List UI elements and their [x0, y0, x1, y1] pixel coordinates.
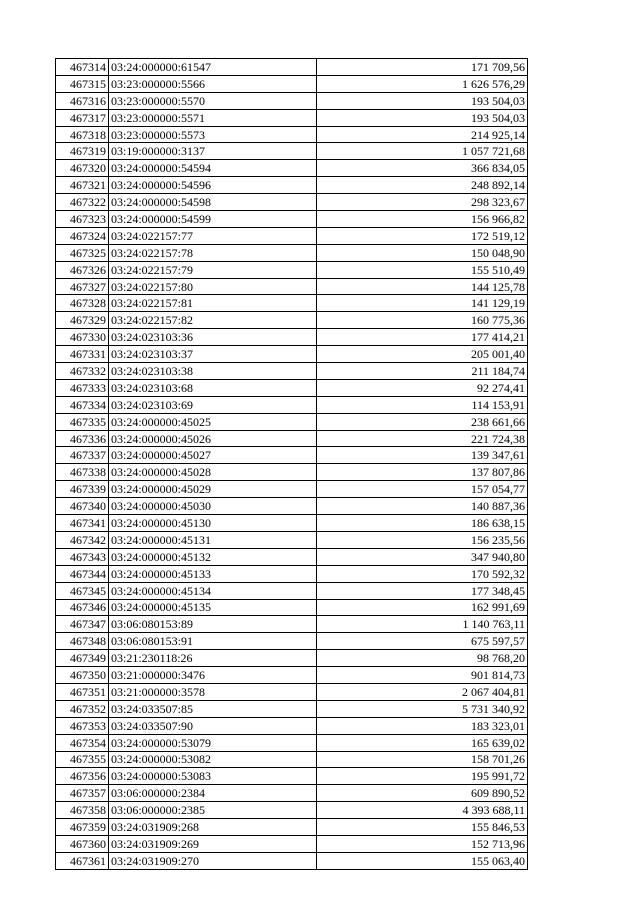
- table-row: [56, 768, 528, 785]
- table-row: [56, 565, 528, 582]
- table-row: [56, 329, 528, 346]
- table-row: [56, 852, 528, 869]
- row-id-cell: 467336: [56, 430, 109, 447]
- cadastral-number-cell: 03:24:000000:45134: [109, 582, 317, 599]
- table-row: [56, 802, 528, 819]
- cadastral-number-cell: 03:24:000000:54599: [109, 211, 317, 228]
- table-row: [56, 346, 528, 363]
- row-id-cell: 467343: [56, 548, 109, 565]
- cadastral-number-cell: 03:24:000000:45133: [109, 565, 317, 582]
- cadastral-value-cell: 1 626 576,29: [317, 75, 528, 92]
- row-id-cell: 467349: [56, 650, 109, 667]
- table-row: [56, 59, 528, 76]
- table-row: [56, 464, 528, 481]
- cadastral-value-cell: 152 713,96: [317, 835, 528, 852]
- table-row: [56, 683, 528, 700]
- table-row: [56, 312, 528, 329]
- cadastral-value-cell: 157 054,77: [317, 481, 528, 498]
- cadastral-number-cell: 03:24:022157:80: [109, 278, 317, 295]
- cadastral-value-cell: 1 057 721,68: [317, 143, 528, 160]
- table-row: [56, 447, 528, 464]
- cadastral-value-cell: 165 639,02: [317, 734, 528, 751]
- cadastral-value-cell: 609 890,52: [317, 785, 528, 802]
- row-id-cell: 467338: [56, 464, 109, 481]
- cadastral-value-cell: 366 834,05: [317, 160, 528, 177]
- cadastral-number-cell: 03:24:023103:69: [109, 396, 317, 413]
- cadastral-number-cell: 03:24:023103:38: [109, 363, 317, 380]
- row-id-cell: 467354: [56, 734, 109, 751]
- cadastral-number-cell: 03:24:000000:45135: [109, 599, 317, 616]
- cadastral-number-cell: 03:24:000000:53083: [109, 768, 317, 785]
- cadastral-value-cell: 156 966,82: [317, 211, 528, 228]
- cadastral-number-cell: 03:21:230118:26: [109, 650, 317, 667]
- cadastral-value-cell: 170 592,32: [317, 565, 528, 582]
- row-id-cell: 467346: [56, 599, 109, 616]
- cadastral-number-cell: 03:06:000000:2384: [109, 785, 317, 802]
- row-id-cell: 467348: [56, 633, 109, 650]
- row-id-cell: 467329: [56, 312, 109, 329]
- cadastral-value-cell: 171 709,56: [317, 59, 528, 76]
- table-row: [56, 531, 528, 548]
- row-id-cell: 467322: [56, 194, 109, 211]
- table-row: [56, 819, 528, 836]
- row-id-cell: 467361: [56, 852, 109, 869]
- cadastral-number-cell: 03:24:000000:45026: [109, 430, 317, 447]
- cadastral-value-cell: 172 519,12: [317, 227, 528, 244]
- row-id-cell: 467342: [56, 531, 109, 548]
- row-id-cell: 467332: [56, 363, 109, 380]
- table-row: [56, 835, 528, 852]
- cadastral-value-cell: 298 323,67: [317, 194, 528, 211]
- row-id-cell: 467352: [56, 700, 109, 717]
- cadastral-value-cell: 2 067 404,81: [317, 683, 528, 700]
- cadastral-number-cell: 03:24:000000:53079: [109, 734, 317, 751]
- cadastral-number-cell: 03:24:033507:85: [109, 700, 317, 717]
- table-row: [56, 143, 528, 160]
- row-id-cell: 467334: [56, 396, 109, 413]
- cadastral-number-cell: 03:24:031909:270: [109, 852, 317, 869]
- cadastral-number-cell: 03:23:000000:5566: [109, 75, 317, 92]
- cadastral-number-cell: 03:24:022157:82: [109, 312, 317, 329]
- cadastral-value-cell: 1 140 763,11: [317, 616, 528, 633]
- cadastral-number-cell: 03:24:000000:45027: [109, 447, 317, 464]
- cadastral-value-cell: 160 775,36: [317, 312, 528, 329]
- row-id-cell: 467314: [56, 59, 109, 76]
- cadastral-value-cell: 155 846,53: [317, 819, 528, 836]
- table-row: [56, 379, 528, 396]
- cadastral-number-cell: 03:06:080153:91: [109, 633, 317, 650]
- table-row: [56, 211, 528, 228]
- table-row: [56, 515, 528, 532]
- row-id-cell: 467353: [56, 717, 109, 734]
- cadastral-number-cell: 03:24:022157:81: [109, 295, 317, 312]
- table-row: [56, 599, 528, 616]
- cadastral-value-cell: 248 892,14: [317, 177, 528, 194]
- cadastral-value-cell: 144 125,78: [317, 278, 528, 295]
- row-id-cell: 467319: [56, 143, 109, 160]
- row-id-cell: 467355: [56, 751, 109, 768]
- table-row: [56, 194, 528, 211]
- cadastral-number-cell: 03:24:000000:54598: [109, 194, 317, 211]
- table-row: [56, 177, 528, 194]
- cadastral-number-cell: 03:24:000000:45130: [109, 515, 317, 532]
- row-id-cell: 467360: [56, 835, 109, 852]
- cadastral-number-cell: 03:24:023103:68: [109, 379, 317, 396]
- cadastral-number-cell: 03:24:000000:53082: [109, 751, 317, 768]
- table-row: [56, 109, 528, 126]
- cadastral-number-cell: 03:06:000000:2385: [109, 802, 317, 819]
- row-id-cell: 467341: [56, 515, 109, 532]
- cadastral-number-cell: 03:24:000000:54594: [109, 160, 317, 177]
- cadastral-number-cell: 03:21:000000:3578: [109, 683, 317, 700]
- document-page: [55, 58, 527, 870]
- table-row: [56, 734, 528, 751]
- row-id-cell: 467337: [56, 447, 109, 464]
- table-row: [56, 650, 528, 667]
- cadastral-number-cell: 03:24:022157:78: [109, 244, 317, 261]
- cadastral-value-cell: 221 724,38: [317, 430, 528, 447]
- row-id-cell: 467358: [56, 802, 109, 819]
- cadastral-value-cell: 214 925,14: [317, 126, 528, 143]
- row-id-cell: 467328: [56, 295, 109, 312]
- row-id-cell: 467350: [56, 667, 109, 684]
- row-id-cell: 467326: [56, 261, 109, 278]
- cadastral-value-cell: 186 638,15: [317, 515, 528, 532]
- cadastral-value-cell: 177 348,45: [317, 582, 528, 599]
- cadastral-value-cell: 156 235,56: [317, 531, 528, 548]
- row-id-cell: 467345: [56, 582, 109, 599]
- cadastral-value-cell: 140 887,36: [317, 498, 528, 515]
- table-row: [56, 667, 528, 684]
- row-id-cell: 467357: [56, 785, 109, 802]
- cadastral-value-cell: 139 347,61: [317, 447, 528, 464]
- cadastral-number-cell: 03:24:031909:268: [109, 819, 317, 836]
- cadastral-number-cell: 03:24:000000:45029: [109, 481, 317, 498]
- cadastral-value-cell: 155 063,40: [317, 852, 528, 869]
- cadastral-number-cell: 03:24:000000:54596: [109, 177, 317, 194]
- cadastral-value-cell: 347 940,80: [317, 548, 528, 565]
- table-row: [56, 548, 528, 565]
- cadastral-number-cell: 03:21:000000:3476: [109, 667, 317, 684]
- cadastral-value-cell: 4 393 688,11: [317, 802, 528, 819]
- cadastral-value-cell: 155 510,49: [317, 261, 528, 278]
- cadastral-value-cell: 193 504,03: [317, 92, 528, 109]
- cadastral-number-cell: 03:24:023103:37: [109, 346, 317, 363]
- cadastral-number-cell: 03:24:000000:61547: [109, 59, 317, 76]
- cadastral-value-cell: 114 153,91: [317, 396, 528, 413]
- cadastral-number-cell: 03:23:000000:5570: [109, 92, 317, 109]
- table-row: [56, 582, 528, 599]
- cadastral-number-cell: 03:23:000000:5571: [109, 109, 317, 126]
- cadastral-value-cell: 195 991,72: [317, 768, 528, 785]
- table-row: [56, 717, 528, 734]
- row-id-cell: 467316: [56, 92, 109, 109]
- row-id-cell: 467339: [56, 481, 109, 498]
- table-row: [56, 160, 528, 177]
- cadastral-number-cell: 03:23:000000:5573: [109, 126, 317, 143]
- row-id-cell: 467324: [56, 227, 109, 244]
- table-row: [56, 126, 528, 143]
- table-row: [56, 633, 528, 650]
- cadastral-value-cell: 238 661,66: [317, 413, 528, 430]
- cadastral-value-cell: 205 001,40: [317, 346, 528, 363]
- cadastral-value-cell: 92 274,41: [317, 379, 528, 396]
- row-id-cell: 467327: [56, 278, 109, 295]
- table-row: [56, 751, 528, 768]
- table-row: [56, 295, 528, 312]
- table-row: [56, 75, 528, 92]
- row-id-cell: 467351: [56, 683, 109, 700]
- table-row: [56, 481, 528, 498]
- row-id-cell: 467344: [56, 565, 109, 582]
- cadastral-value-cell: 98 768,20: [317, 650, 528, 667]
- table-row: [56, 396, 528, 413]
- table-row: [56, 785, 528, 802]
- cadastral-number-cell: 03:24:000000:45025: [109, 413, 317, 430]
- cadastral-number-cell: 03:19:000000:3137: [109, 143, 317, 160]
- cadastral-value-cell: 5 731 340,92: [317, 700, 528, 717]
- cadastral-number-cell: 03:24:023103:36: [109, 329, 317, 346]
- cadastral-value-cell: 141 129,19: [317, 295, 528, 312]
- table-row: [56, 244, 528, 261]
- cadastral-value-cell: 177 414,21: [317, 329, 528, 346]
- table-row: [56, 363, 528, 380]
- cadastral-number-cell: 03:24:000000:45028: [109, 464, 317, 481]
- cadastral-number-cell: 03:24:000000:45132: [109, 548, 317, 565]
- row-id-cell: 467340: [56, 498, 109, 515]
- cadastral-value-cell: 158 701,26: [317, 751, 528, 768]
- table-row: [56, 261, 528, 278]
- row-id-cell: 467333: [56, 379, 109, 396]
- cadastral-value-cell: 901 814,73: [317, 667, 528, 684]
- row-id-cell: 467331: [56, 346, 109, 363]
- table-row: [56, 700, 528, 717]
- row-id-cell: 467356: [56, 768, 109, 785]
- cadastral-number-cell: 03:24:022157:79: [109, 261, 317, 278]
- cadastral-value-cell: 162 991,69: [317, 599, 528, 616]
- row-id-cell: 467330: [56, 329, 109, 346]
- row-id-cell: 467317: [56, 109, 109, 126]
- row-id-cell: 467323: [56, 211, 109, 228]
- table-row: [56, 430, 528, 447]
- cadastral-number-cell: 03:24:031909:269: [109, 835, 317, 852]
- cadastral-value-cell: 137 807,86: [317, 464, 528, 481]
- table-row: [56, 227, 528, 244]
- table-row: [56, 278, 528, 295]
- cadastral-number-cell: 03:24:000000:45030: [109, 498, 317, 515]
- row-id-cell: 467335: [56, 413, 109, 430]
- row-id-cell: 467321: [56, 177, 109, 194]
- row-id-cell: 467359: [56, 819, 109, 836]
- row-id-cell: 467318: [56, 126, 109, 143]
- row-id-cell: 467315: [56, 75, 109, 92]
- row-id-cell: 467347: [56, 616, 109, 633]
- row-id-cell: 467325: [56, 244, 109, 261]
- table-row: [56, 498, 528, 515]
- cadastral-value-cell: 150 048,90: [317, 244, 528, 261]
- cadastral-value-cell: 193 504,03: [317, 109, 528, 126]
- table-row: [56, 616, 528, 633]
- cadastral-number-cell: 03:24:022157:77: [109, 227, 317, 244]
- cadastral-value-table: [55, 58, 528, 870]
- cadastral-value-cell: 675 597,57: [317, 633, 528, 650]
- row-id-cell: 467320: [56, 160, 109, 177]
- cadastral-number-cell: 03:06:080153:89: [109, 616, 317, 633]
- cadastral-value-cell: 211 184,74: [317, 363, 528, 380]
- cadastral-value-cell: 183 323,01: [317, 717, 528, 734]
- cadastral-number-cell: 03:24:033507:90: [109, 717, 317, 734]
- table-body: [56, 59, 528, 870]
- cadastral-number-cell: 03:24:000000:45131: [109, 531, 317, 548]
- table-row: [56, 92, 528, 109]
- table-row: [56, 413, 528, 430]
